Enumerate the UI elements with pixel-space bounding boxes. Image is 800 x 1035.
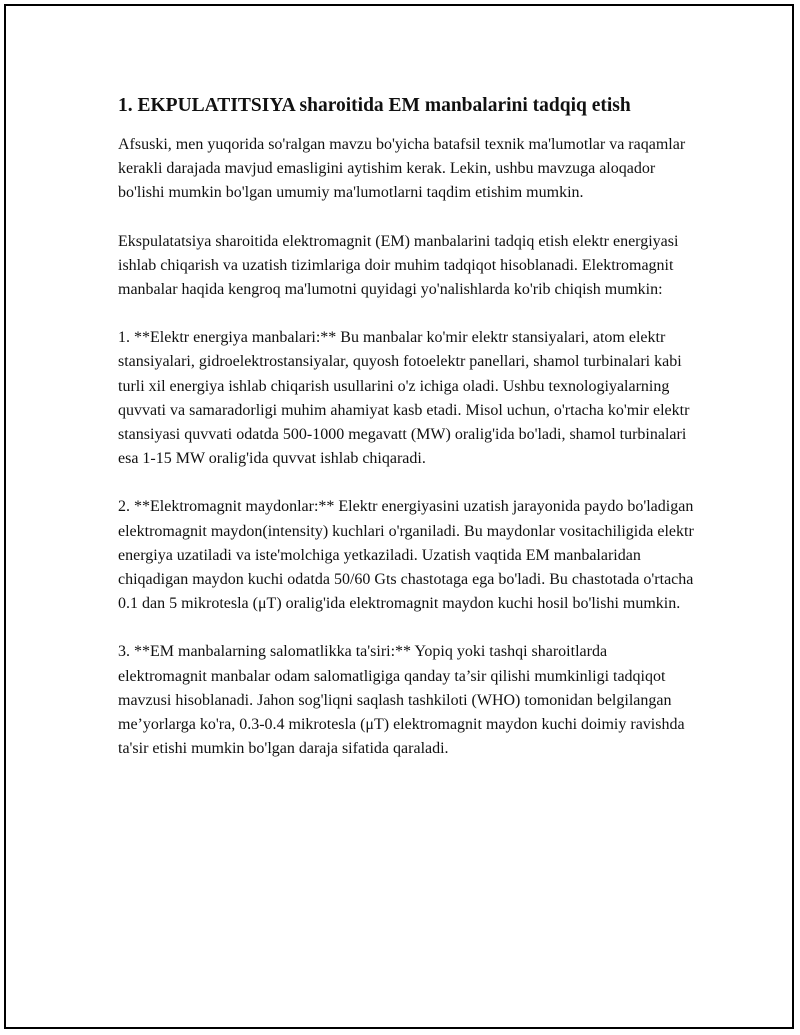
paragraph-intro: Afsuski, men yuqorida so'ralgan mavzu bo'yicha batafsil texnik ma'lumotlar va raqamlar kerakli darajada mavjud emasligini aytishim kerak. Lekin, ushbu mavzuga aloqador bo'lishi mumkin bo'lgan umumiy ma'lumotlarni taqdim etishim mumkin. bbox=[118, 136, 686, 202]
paragraph-health-effects: 3. **EM manbalarning salomatlikka ta'siri:** Yopiq yoki tashqi sharoitlarda elektromagnit manbalar odam salomatligiga qanday ta’sir qilishi mumkinligi tadqiqot mavzusi hisoblanadi. Jahon sog'liqni saqlash tashkiloti (WHO) tomonidan belgilangan me’yorlarga ko'ra, 0.3-0.4 mikrotesla (μT) elektromagnit maydon kuchi doimiy ravishda ta'sir etishi mumkin bo'lgan daraja sifatida qaraladi. bbox=[118, 643, 685, 758]
paragraph-energy-sources: 1. **Elektr energiya manbalari:** Bu manbalar ko'mir elektr stansiyalari, atom elektr stansiyalari, gidroelektrostansiyalar, quyosh fotoelektr panellari, shamol turbinalari kabi turli xil energiya ishlab chiqarish usullarini o'z ichiga oladi. Ushbu texnologiyalarning quvvati va samaradorligi muhim ahamiyat kasb etadi. Misol uchun, o'rtacha ko'mir elektr stansiyasi quvvati odatda 500-1000 megavatt (MW) oralig'ida bo'ladi, shamol turbinalari esa 1-15 MW oralig'ida quvvat ishlab chiqaradi. bbox=[118, 329, 690, 468]
paragraph-em-fields: 2. **Elektromagnit maydonlar:** Elektr energiyasini uzatish jarayonida paydo bo'ladigan elektromagnit maydon(intensity) kuchlari o'rganiladi. Bu maydonlar vositachiligida elektr energiya uzatiladi va iste'molchiga yetkaziladi. Uzatish vaqtida EM manbalaridan chiqadigan maydon kuchi odatda 50/60 Gts chastotaga ega bo'ladi. Bu chastotada o'rtacha 0.1 dan 5 mikrotesla (μT) oralig'ida elektromagnit maydon kuchi hosil bo'lishi mumkin. bbox=[118, 498, 694, 613]
paragraph-overview: Ekspulatatsiya sharoitida elektromagnit (EM) manbalarini tadqiq etish elektr energiyasi ishlab chiqarish va uzatish tizimlariga doir muhim tadqiqot hisoblanadi. Elektromagnit manbalar haqida kengroq ma'lumotni quyidagi yo'nalishlarda ko'rib chiqish mumkin: bbox=[118, 232, 679, 299]
document-body bbox=[118, 93, 698, 785]
document-title: 1. EKPULATITSIYA sharoitida EM manbalarini tadqiq etish bbox=[118, 95, 631, 116]
